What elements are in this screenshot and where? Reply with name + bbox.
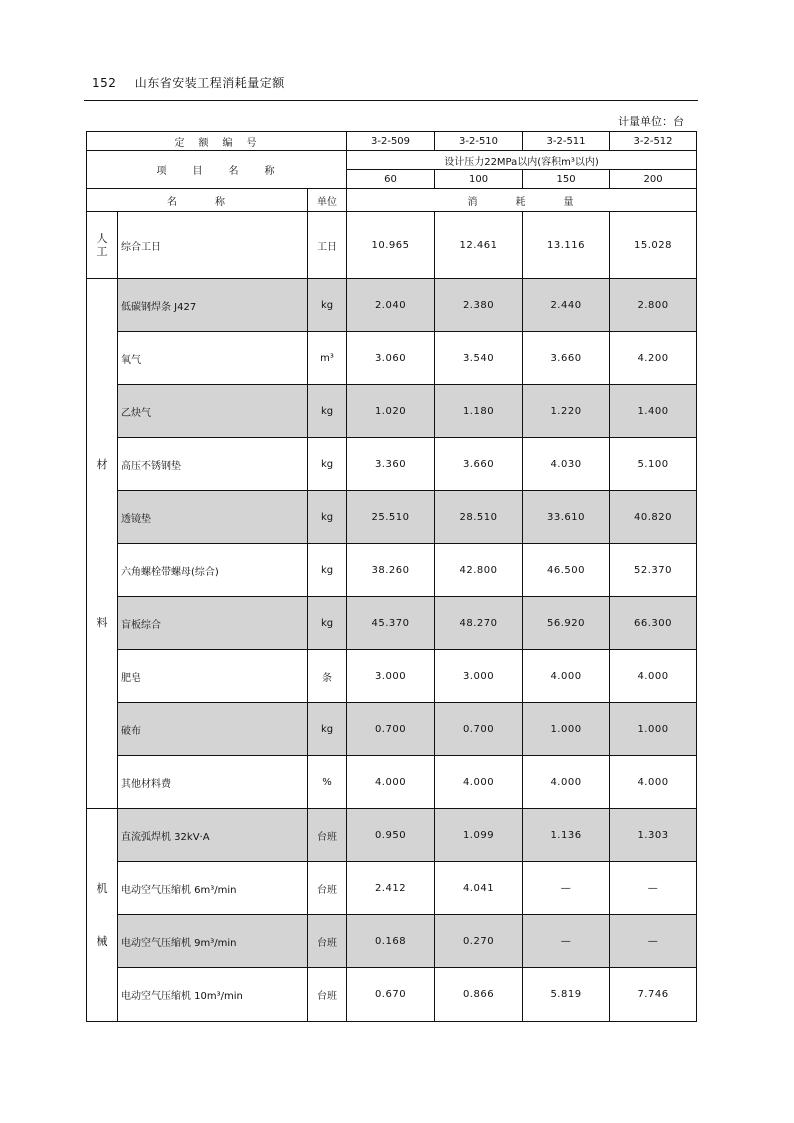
table-row	[87, 968, 697, 1022]
value-cell: 40.820	[610, 491, 697, 544]
value-cell: —	[610, 862, 697, 915]
row-unit: m³	[308, 332, 347, 385]
row-unit: kg	[308, 597, 347, 650]
value-cell: 3.660	[523, 332, 610, 385]
table-row	[87, 703, 697, 756]
table-row	[87, 597, 697, 650]
value-cell: 0.168	[347, 915, 435, 968]
value-cell: —	[610, 915, 697, 968]
header-row-codes	[87, 132, 697, 151]
category-machine: 机 械	[87, 809, 118, 1022]
quota-code-label: 定 额 编 号	[87, 132, 347, 151]
row-unit: 条	[308, 650, 347, 703]
book-title: 山东省安装工程消耗量定额	[134, 76, 285, 90]
value-cell: 46.500	[523, 544, 610, 597]
unit-note: 计量单位：台	[618, 115, 684, 128]
row-unit: kg	[308, 544, 347, 597]
value-cell: 45.370	[347, 597, 435, 650]
value-cell: 48.270	[435, 597, 523, 650]
value-cell: 10.965	[347, 212, 435, 279]
value-cell: 66.300	[610, 597, 697, 650]
value-cell: 0.866	[435, 968, 523, 1022]
value-cell: 52.370	[610, 544, 697, 597]
value-cell: —	[523, 862, 610, 915]
value-cell: 0.670	[347, 968, 435, 1022]
capacity-cell: 100	[435, 170, 523, 189]
row-unit: 工日	[308, 212, 347, 279]
row-name: 高压不锈钢垫	[118, 438, 308, 491]
quota-table	[86, 131, 697, 1022]
value-cell: 7.746	[610, 968, 697, 1022]
value-cell: 28.510	[435, 491, 523, 544]
value-cell: 1.400	[610, 385, 697, 438]
row-unit: kg	[308, 438, 347, 491]
consumption-label: 消 耗 量	[347, 189, 697, 212]
code-cell: 3-2-509	[347, 132, 435, 151]
row-unit: kg	[308, 491, 347, 544]
table-row	[87, 438, 697, 491]
category-labor: 人 工	[87, 212, 118, 279]
unit-column-label: 单位	[308, 189, 347, 212]
value-cell: 4.000	[435, 756, 523, 809]
row-name: 直流弧焊机 32kV·A	[118, 809, 308, 862]
table-row	[87, 212, 697, 279]
value-cell: 1.099	[435, 809, 523, 862]
value-cell: 0.270	[435, 915, 523, 968]
value-cell: 3.540	[435, 332, 523, 385]
row-unit: kg	[308, 385, 347, 438]
value-cell: 2.040	[347, 279, 435, 332]
value-cell: 1.136	[523, 809, 610, 862]
header-row-columns	[87, 189, 697, 212]
row-name: 盲板综合	[118, 597, 308, 650]
header-row-pressure	[87, 151, 697, 170]
page-header	[92, 74, 285, 91]
table-row	[87, 544, 697, 597]
row-name: 六角螺栓带螺母(综合)	[118, 544, 308, 597]
value-cell: 25.510	[347, 491, 435, 544]
value-cell: 2.800	[610, 279, 697, 332]
value-cell: 0.950	[347, 809, 435, 862]
row-unit: 台班	[308, 968, 347, 1022]
value-cell: 1.000	[523, 703, 610, 756]
capacity-cell: 60	[347, 170, 435, 189]
code-cell: 3-2-510	[435, 132, 523, 151]
row-name: 氧气	[118, 332, 308, 385]
value-cell: 1.220	[523, 385, 610, 438]
value-cell: 0.700	[347, 703, 435, 756]
row-name: 乙炔气	[118, 385, 308, 438]
design-pressure-label: 设计压力22MPa以内(容积m³以内)	[347, 151, 697, 170]
value-cell: 5.819	[523, 968, 610, 1022]
row-name: 破布	[118, 703, 308, 756]
row-name: 低碳钢焊条 J427	[118, 279, 308, 332]
row-unit: 台班	[308, 809, 347, 862]
row-name: 肥皂	[118, 650, 308, 703]
header-rule	[84, 100, 698, 101]
table-row	[87, 332, 697, 385]
value-cell: 2.440	[523, 279, 610, 332]
table-row	[87, 650, 697, 703]
table-row	[87, 279, 697, 332]
row-name: 透镜垫	[118, 491, 308, 544]
value-cell: 4.030	[523, 438, 610, 491]
table-row	[87, 862, 697, 915]
table-row	[87, 756, 697, 809]
value-cell: 56.920	[523, 597, 610, 650]
category-material: 材 料	[87, 279, 118, 809]
value-cell: 33.610	[523, 491, 610, 544]
capacity-cell: 150	[523, 170, 610, 189]
row-name: 电动空气压缩机 6m³/min	[118, 862, 308, 915]
value-cell: 1.000	[610, 703, 697, 756]
row-unit: kg	[308, 279, 347, 332]
page-number: 152	[92, 76, 117, 90]
value-cell: 3.060	[347, 332, 435, 385]
value-cell: 3.660	[435, 438, 523, 491]
row-name: 综合工日	[118, 212, 308, 279]
table-row	[87, 491, 697, 544]
value-cell: 2.380	[435, 279, 523, 332]
value-cell: 3.360	[347, 438, 435, 491]
value-cell: 12.461	[435, 212, 523, 279]
value-cell: —	[523, 915, 610, 968]
value-cell: 4.000	[610, 756, 697, 809]
value-cell: 3.000	[347, 650, 435, 703]
code-cell: 3-2-511	[523, 132, 610, 151]
value-cell: 5.100	[610, 438, 697, 491]
value-cell: 0.700	[435, 703, 523, 756]
value-cell: 4.041	[435, 862, 523, 915]
value-cell: 13.116	[523, 212, 610, 279]
value-cell: 4.000	[610, 650, 697, 703]
value-cell: 4.200	[610, 332, 697, 385]
row-name: 电动空气压缩机 10m³/min	[118, 968, 308, 1022]
item-name-label: 项 目 名 称	[87, 151, 347, 189]
value-cell: 42.800	[435, 544, 523, 597]
value-cell: 1.303	[610, 809, 697, 862]
value-cell: 4.000	[523, 650, 610, 703]
row-unit: 台班	[308, 915, 347, 968]
value-cell: 15.028	[610, 212, 697, 279]
value-cell: 4.000	[523, 756, 610, 809]
row-unit: 台班	[308, 862, 347, 915]
code-cell: 3-2-512	[610, 132, 697, 151]
value-cell: 1.020	[347, 385, 435, 438]
name-column-label: 名 称	[87, 189, 308, 212]
capacity-cell: 200	[610, 170, 697, 189]
row-name: 其他材料费	[118, 756, 308, 809]
row-name: 电动空气压缩机 9m³/min	[118, 915, 308, 968]
table-row	[87, 385, 697, 438]
value-cell: 38.260	[347, 544, 435, 597]
value-cell: 3.000	[435, 650, 523, 703]
value-cell: 2.412	[347, 862, 435, 915]
row-unit: %	[308, 756, 347, 809]
value-cell: 4.000	[347, 756, 435, 809]
value-cell: 1.180	[435, 385, 523, 438]
table-row	[87, 915, 697, 968]
row-unit: kg	[308, 703, 347, 756]
table-row	[87, 809, 697, 862]
